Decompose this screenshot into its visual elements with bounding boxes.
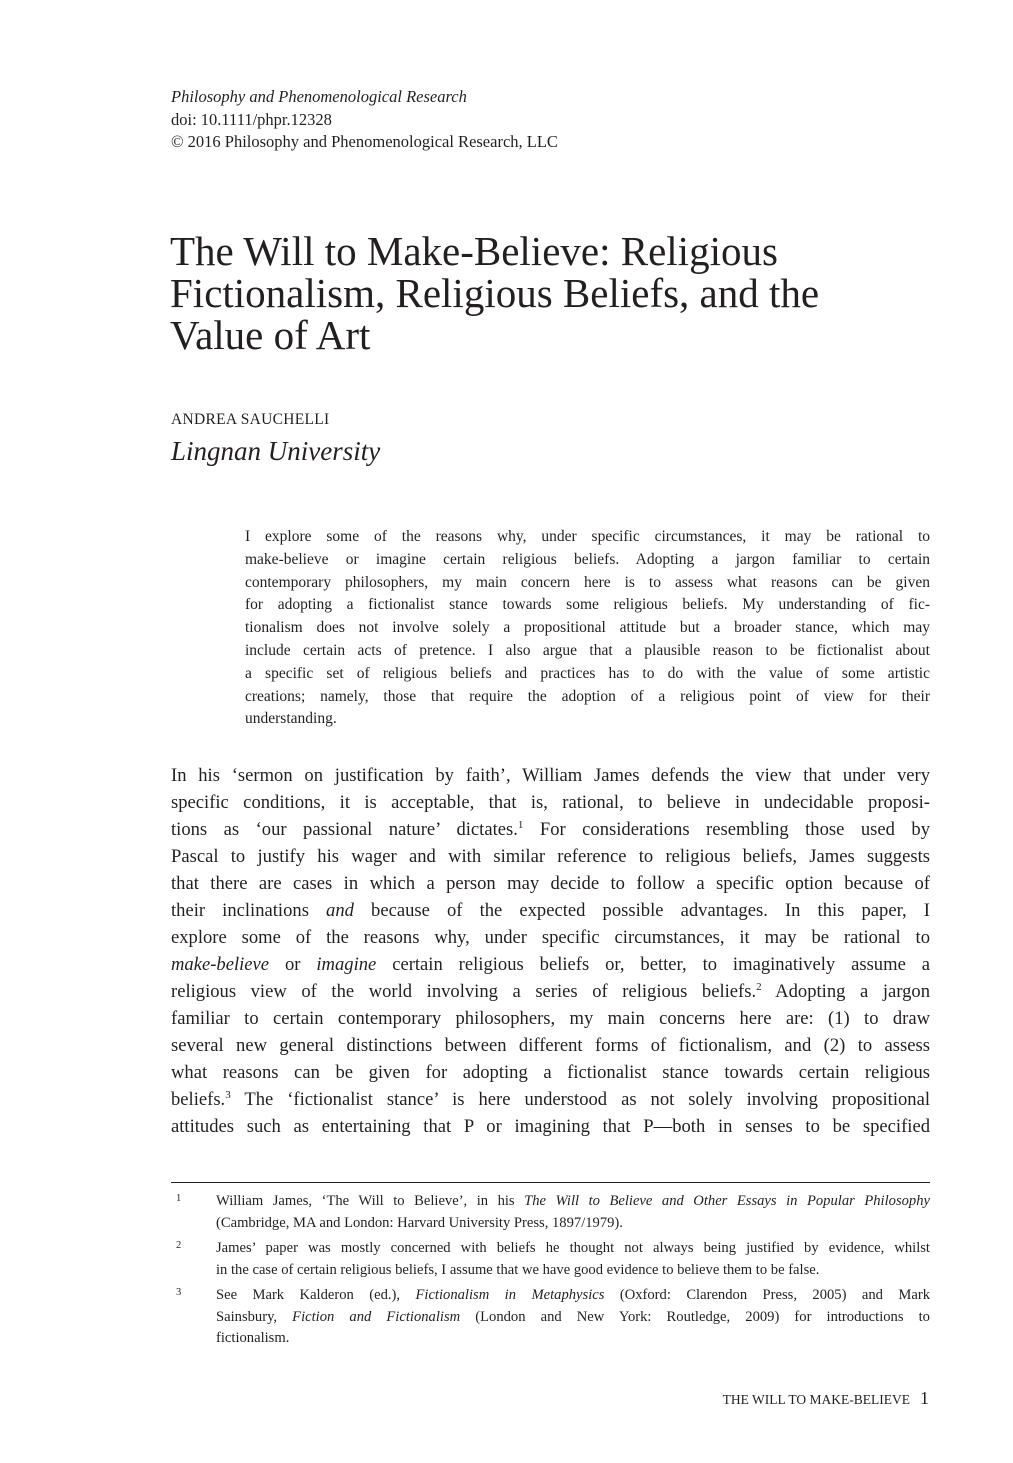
running-title: THE WILL TO MAKE-BELIEVE	[722, 1392, 910, 1407]
body-text-run: beliefs.	[171, 1089, 226, 1110]
title-line: The Will to Make-Believe: Religious	[170, 228, 778, 274]
title-line: Fictionalism, Religious Beliefs, and the	[170, 270, 820, 316]
page-number: 1	[920, 1388, 929, 1408]
footnote-ref-1[interactable]: 1	[517, 819, 524, 831]
citation-title: The Will to Believe and Other Essays in Popular Philosophy	[524, 1193, 930, 1209]
footnote-run: Sainsbury,	[216, 1308, 293, 1325]
author-name: ANDREA SAUCHELLI	[171, 411, 330, 428]
footnote-text	[216, 1238, 930, 1281]
footnote-run: (Oxford: Clarendon Press, 2005) and Mark	[604, 1287, 930, 1303]
masthead	[171, 86, 558, 154]
footnote-ref-2[interactable]: 2	[756, 981, 762, 993]
body-line	[171, 897, 930, 924]
footnote-line	[216, 1191, 930, 1213]
author-affiliation: Lingnan University	[171, 436, 381, 466]
abstract-line: for adopting a fictionalist stance towards some religious beliefs. My understanding of fic-	[245, 596, 930, 614]
body-line: explore some of the reasons why, under specific circumstances, it may be rational to	[171, 927, 930, 948]
footnote-line: (Cambridge, MA and London: Harvard University Press, 1897/1979).	[216, 1214, 623, 1231]
body-text-run: their inclinations	[171, 900, 327, 921]
body-line	[171, 978, 930, 1005]
footnote-run: See Mark Kalderon (ed.),	[216, 1287, 416, 1303]
body-text-run: For considerations resembling those used by	[523, 819, 930, 840]
article-title	[170, 230, 890, 356]
body-text-run: Adopting a jargon	[761, 981, 930, 1002]
body-line	[171, 1086, 930, 1113]
emphasis: make-believe	[171, 954, 270, 975]
journal-name: Philosophy and Phenomenological Research	[171, 87, 467, 106]
abstract-line: make-believe or imagine certain religious beliefs. Adopting a jargon familiar to certain	[245, 550, 930, 568]
running-footer	[723, 1388, 929, 1409]
body-text-run: religious view of the world involving a series of religious beliefs.	[171, 981, 757, 1002]
footnote	[171, 1285, 930, 1350]
body-line	[171, 951, 930, 978]
footnote-run: (London and New York: Routledge, 2009) for introductions to	[460, 1308, 930, 1325]
copyright-line: © 2016 Philosophy and Phenomenological Research, LLC	[171, 132, 558, 151]
footnote-line: in the case of certain religious beliefs, I assume that we have good evidence to believe them to be false.	[216, 1261, 820, 1278]
citation-title: Fiction and Fictionalism	[292, 1308, 461, 1325]
emphasis: and	[326, 900, 354, 921]
abstract-line: tionalism does not involve solely a propositional attitude but a broader stance, which may	[245, 619, 930, 637]
abstract-line: understanding.	[245, 710, 337, 728]
body-line: familiar to certain contemporary philosophers, my main concerns here are: (1) to draw	[171, 1008, 930, 1029]
footnotes	[171, 1191, 930, 1354]
footnote	[171, 1238, 930, 1281]
footnote-number: 2	[176, 1240, 182, 1251]
title-line: Value of Art	[170, 312, 371, 358]
body-text-run: because of the expected possible advantages. In this paper, I	[353, 900, 930, 921]
citation-title: Fictionalism in Metaphysics	[415, 1287, 605, 1303]
body-line: specific conditions, it is acceptable, that is, rational, to believe in undecidable proposi-	[171, 792, 930, 813]
body-line	[171, 816, 930, 843]
abstract-line: creations; namely, those that require the adoption of a religious point of view for their	[245, 687, 930, 705]
footnote-line	[216, 1307, 930, 1329]
footnote-text	[216, 1285, 930, 1350]
body-line: several new general distinctions between different forms of fictionalism, and (2) to assess	[171, 1035, 930, 1056]
abstract-line: include certain acts of pretence. I also argue that a plausible reason to be fictionalist about	[245, 641, 930, 659]
body-line: In his ‘sermon on justification by faith’, William James defends the view that under very	[171, 765, 930, 786]
footnote-text	[216, 1191, 930, 1234]
abstract-line: a specific set of religious beliefs and practices has to do with the value of some artistic	[245, 664, 930, 682]
body-text-run: The ‘fictionalist stance’ is here understood as not solely involving propositional	[230, 1089, 930, 1110]
body-line: what reasons can be given for adopting a fictionalist stance towards certain religious	[171, 1062, 930, 1083]
footnote	[171, 1191, 930, 1234]
footnote-ref-3[interactable]: 3	[225, 1089, 231, 1101]
body-text-run: certain religious beliefs or, better, to imaginatively assume a	[376, 954, 930, 975]
body-line: Pascal to justify his wager and with similar reference to religious beliefs, James suggests	[171, 846, 930, 867]
footnote-line	[216, 1285, 930, 1307]
footnote-line: fictionalism.	[216, 1330, 290, 1346]
body-line: that there are cases in which a person may decide to follow a specific option because of	[171, 873, 930, 894]
abstract	[245, 526, 930, 731]
abstract-line: I explore some of the reasons why, under specific circumstances, it may be rational to	[245, 528, 930, 545]
emphasis: imagine	[316, 954, 377, 975]
body-text	[171, 762, 930, 1140]
abstract-line: contemporary philosophers, my main concern here is to assess what reasons can be given	[245, 573, 930, 591]
doi[interactable]: doi: 10.1111/phpr.12328	[171, 109, 332, 129]
body-text-run: or	[269, 954, 317, 975]
body-text-run: tions as ‘our passional nature’ dictates.	[171, 819, 518, 840]
footnote-line: James’ paper was mostly concerned with beliefs he thought not always being justified by evidence, whilst	[216, 1240, 930, 1256]
footnote-number: 3	[176, 1287, 182, 1298]
body-line: attitudes such as entertaining that P or imagining that P—both in senses to be specified	[171, 1116, 930, 1137]
footnote-run: William James, ‘The Will to Believe’, in his	[216, 1193, 525, 1209]
footnote-divider	[171, 1182, 930, 1183]
footnote-number: 1	[176, 1193, 182, 1204]
